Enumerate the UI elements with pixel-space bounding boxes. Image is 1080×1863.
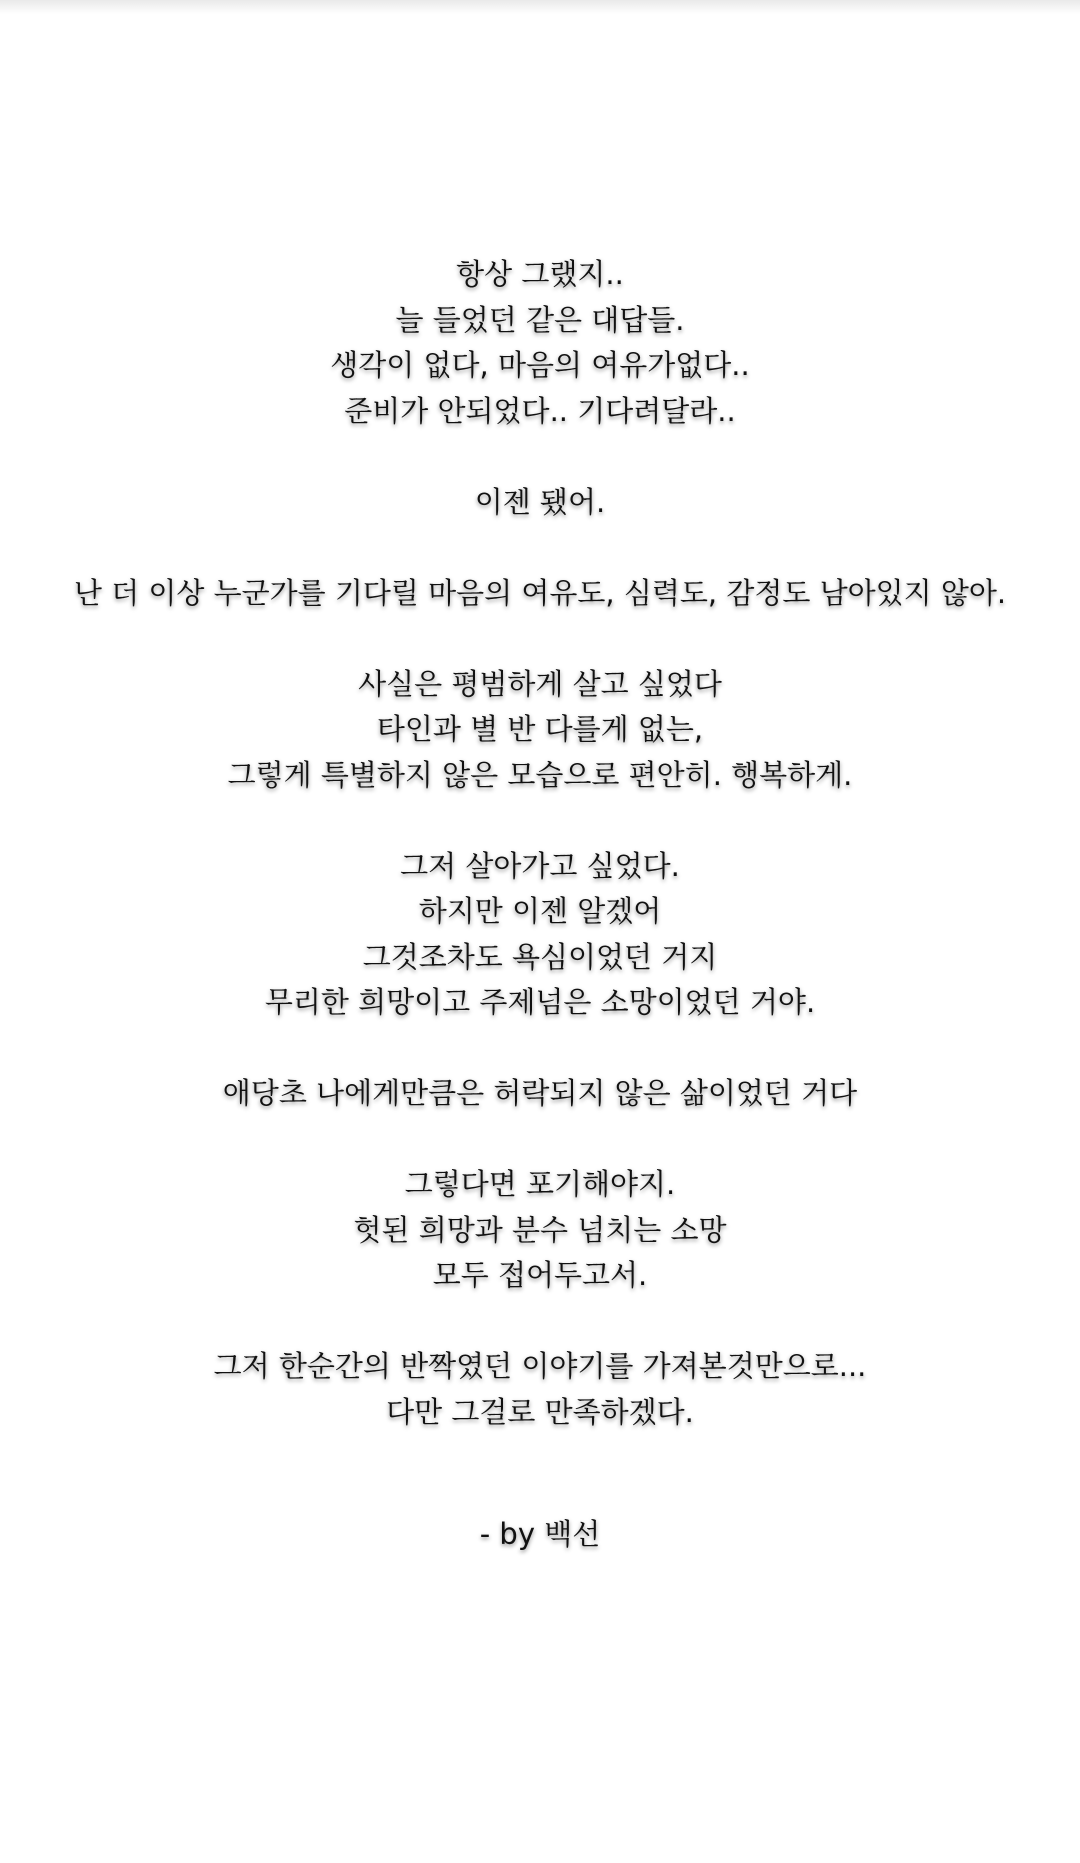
- top-edge-shade: [0, 0, 1080, 14]
- poem-line: 늘 들었던 같은 대답들.: [395, 302, 685, 337]
- poem-line: 다만 그걸로 만족하겠다.: [386, 1394, 694, 1429]
- poem-line: 항상 그랬지..: [456, 257, 624, 291]
- poem-line: 생각이 없다, 마음의 여유가없다..: [330, 348, 750, 382]
- poem-line: 그렇다면 포기해야지.: [404, 1167, 676, 1201]
- poem-line: 타인과 별 반 다를게 없는,: [376, 712, 704, 746]
- poem-line: 모두 접어두고서.: [432, 1258, 648, 1292]
- poem-stanza: [0, 252, 1080, 434]
- poem-line: 이젠 됐어.: [474, 484, 606, 519]
- poem-line: 그렇게 특별하지 않은 모습으로 편안히. 행복하게.: [227, 757, 853, 792]
- poem-stanza: [0, 571, 1080, 617]
- poem-stanza: [0, 662, 1080, 799]
- poem-signature: - by 백선: [479, 1517, 601, 1551]
- poem-line: 난 더 이상 누군가를 기다릴 마음의 여유도, 심력도, 감정도 남아있지 않아.: [73, 575, 1007, 610]
- poem-line: 무리한 희망이고 주제넘은 소망이었던 거야.: [264, 985, 816, 1019]
- poem-stanza: [0, 1162, 1080, 1299]
- poem-line: 하지만 이젠 알겠어: [418, 894, 662, 928]
- poem-line: 애당초 나에게만큼은 허락되지 않은 삶이었던 거다: [222, 1076, 858, 1110]
- poem-line: 준비가 안되었다.. 기다려달라..: [344, 393, 736, 428]
- poem-stanza: [0, 480, 1080, 526]
- poem-line: 그것조차도 욕심이었던 거지: [362, 939, 718, 974]
- poem-body: [0, 252, 1080, 1435]
- poem-line: 그저 살아가고 싶었다.: [400, 848, 680, 883]
- poem-line: 사실은 평범하게 살고 싶었다: [358, 666, 722, 701]
- poem-stanza: [0, 1071, 1080, 1117]
- poem-line: 그저 한순간의 반짝였던 이야기를 가져본것만으로...: [213, 1349, 867, 1383]
- poem-line: 헛된 희망과 분수 넘치는 소망: [353, 1212, 727, 1247]
- poem-stanza: [0, 1344, 1080, 1435]
- poem-stanza: [0, 844, 1080, 1026]
